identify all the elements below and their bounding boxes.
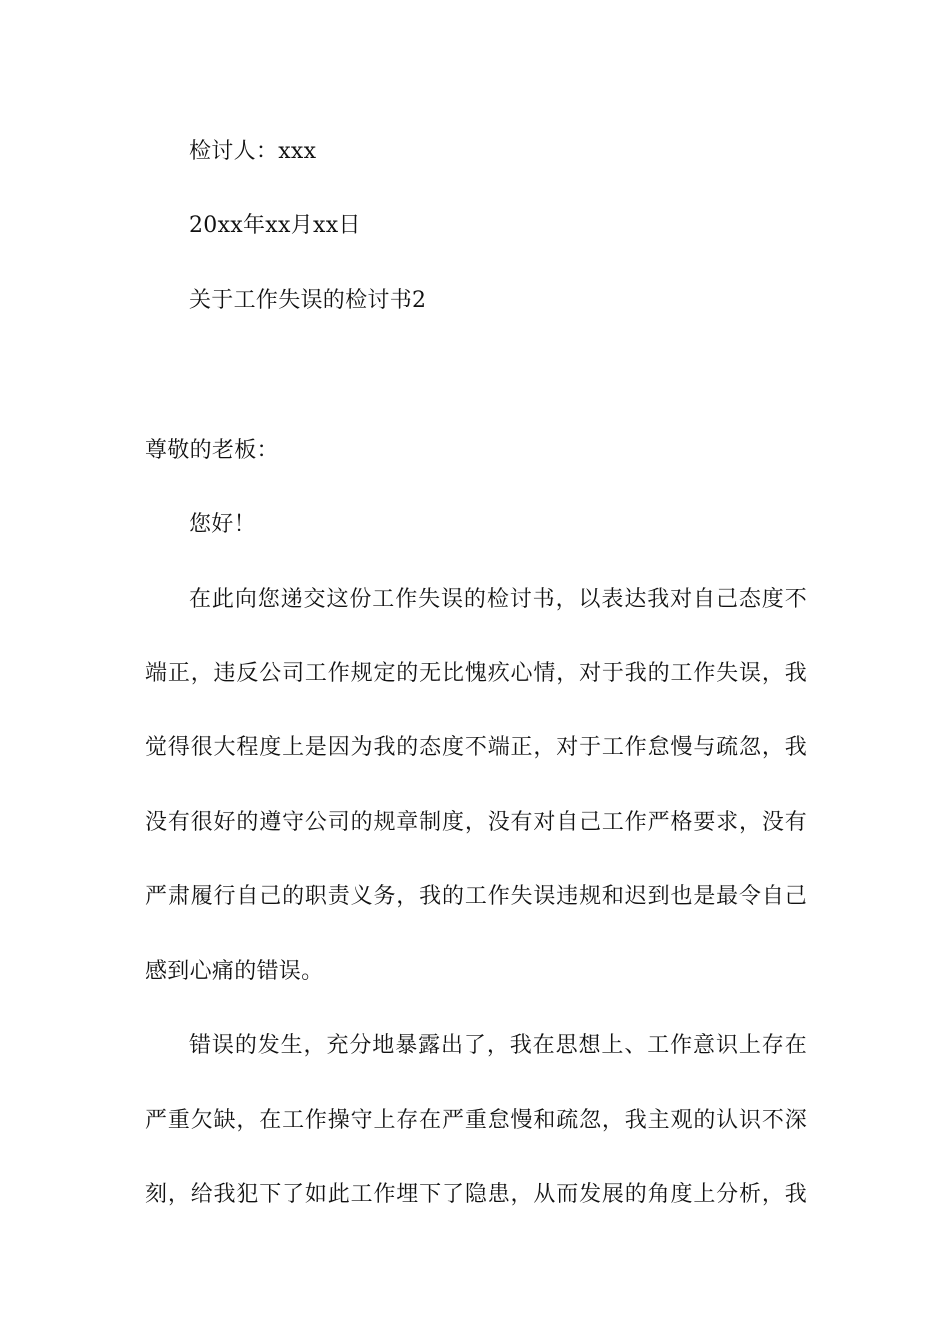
paragraph1-line: 没有很好的遵守公司的规章制度，没有对自己工作严格要求，没有 (145, 810, 807, 835)
salutation: 尊敬的老板： (145, 438, 279, 463)
reviewer-line: 检讨人：xxx (189, 139, 317, 164)
paragraph1-line: 端正，违反公司工作规定的无比愧疚心情，对于我的工作失误，我 (145, 661, 807, 686)
paragraph2-line: 错误的发生，充分地暴露出了，我在思想上、工作意识上存在 (189, 1033, 807, 1058)
paragraph1-line: 在此向您递交这份工作失误的检讨书，以表达我对自己态度不 (189, 587, 807, 612)
paragraph2-line: 刻，给我犯下了如此工作埋下了隐患，从而发展的角度上分析，我 (145, 1182, 807, 1207)
greeting: 您好！ (189, 512, 256, 537)
date-line: 20xx年xx月xx日 (189, 213, 361, 238)
paragraph1-line: 严肃履行自己的职责义务，我的工作失误违规和迟到也是最令自己 (145, 884, 807, 909)
paragraph1-line: 感到心痛的错误。 (145, 959, 324, 984)
paragraph1-line: 觉得很大程度上是因为我的态度不端正，对于工作怠慢与疏忽，我 (145, 735, 807, 760)
paragraph2-line: 严重欠缺，在工作操守上存在严重怠慢和疏忽，我主观的认识不深 (145, 1108, 807, 1133)
section-title: 关于工作失误的检讨书2 (189, 288, 427, 313)
